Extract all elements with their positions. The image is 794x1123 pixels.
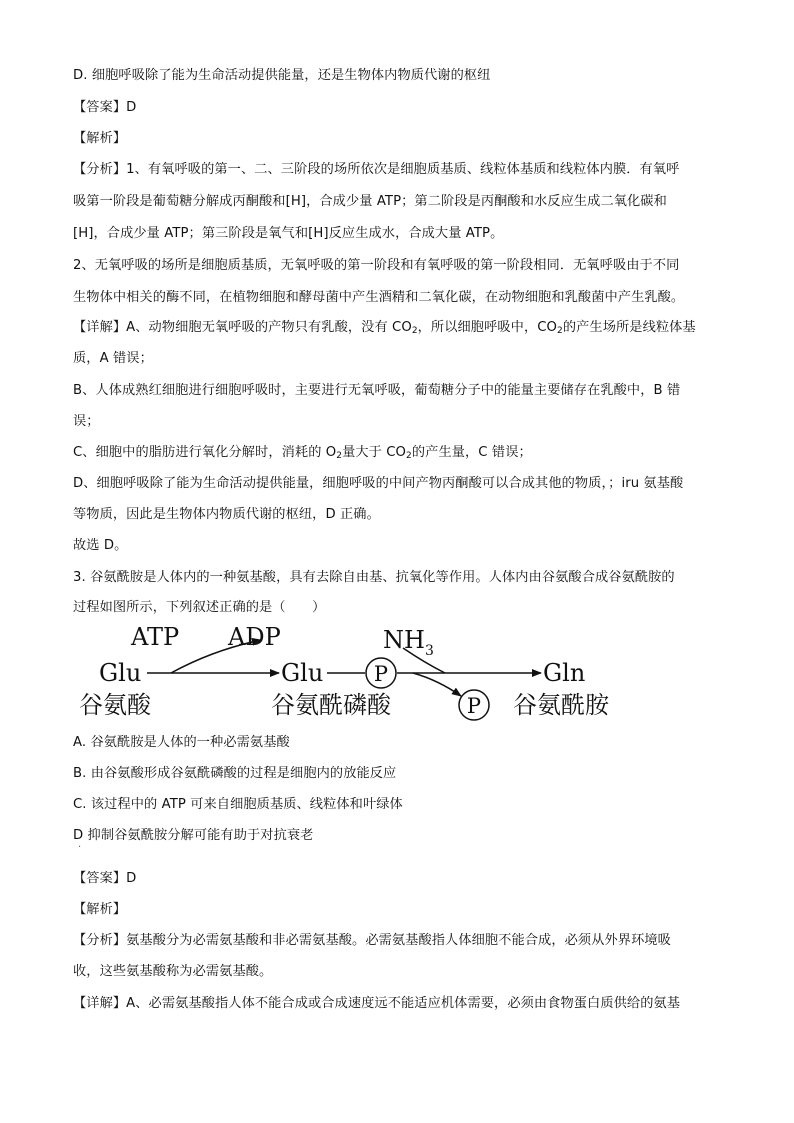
- glu-phosphate-label: Glu: [281, 659, 324, 687]
- detail-a: 【详解】A、必需氨基酸指人体不能合成或合成速度远不能适应机体需要，必须由食物蛋白质供给的氨基: [73, 996, 681, 1011]
- nh3-label: [383, 626, 434, 659]
- answer-label: 【答案】D: [73, 100, 137, 115]
- detail-c: [73, 443, 532, 463]
- subscript: 2: [406, 451, 412, 461]
- glutamine-cn-label: 谷氨酰胺: [513, 691, 609, 719]
- adp-label: ADP: [228, 623, 281, 651]
- analysis-label: 【解析】: [73, 902, 127, 917]
- analysis-label: 【解析】: [73, 131, 127, 146]
- analysis-para-1: 吸第一阶段是葡萄糖分解成丙酮酸和[H]，合成少量 ATP；第二阶段是丙酮酸和水反应生成二氧化碳和: [73, 194, 667, 209]
- detail-a-text: 【详解】A、动物细胞无氧呼吸的产物只有乳酸，没有 CO: [73, 320, 412, 335]
- subscript: 2: [557, 326, 563, 336]
- glutamate-cn-label: 谷氨酸: [79, 691, 151, 719]
- detail-c-text: C、细胞中的脂肪进行氧化分解时，消耗的 O: [73, 445, 337, 460]
- gln-label: Gln: [543, 659, 586, 687]
- detail-a: 质，A 错误；: [73, 351, 153, 366]
- detail-b: B、人体成熟红细胞进行细胞呼吸时，主要进行无氧呼吸，葡萄糖分子中的能量主要储存在乳酸中，B 错: [73, 383, 681, 398]
- atp-label: ATP: [131, 623, 180, 651]
- detail-c-text: 的产生量，C 错误；: [411, 445, 532, 460]
- glutamyl-phosphate-cn-label: 谷氨酰磷酸: [271, 691, 391, 719]
- subscript: 2: [411, 326, 418, 336]
- analysis-para-2: 2、无氧呼吸的场所是细胞质基质，无氧呼吸的第一阶段和有氧呼吸的第一阶段相同．无氧呼吸由于不同: [73, 258, 680, 273]
- phosphate-label: P: [373, 662, 389, 686]
- detail-a-text: ，所以细胞呼吸中，CO: [417, 320, 558, 335]
- option-b: B. 由谷氨酸形成谷氨酰磷酸的过程是细胞内的放能反应: [73, 766, 397, 781]
- nh3-subscript: 3: [424, 643, 434, 659]
- detail-b: 误；: [73, 414, 100, 429]
- conclusion: 故选 D。: [73, 538, 128, 553]
- analysis-para-2: 生物体中相关的酶不同，在植物细胞和酵母菌中产生酒精和二氧化碳，在动物细胞和乳酸菌中产生乳酸。: [73, 290, 685, 305]
- question-3-stem: 过程如图所示，下列叙述正确的是（ ）: [73, 600, 326, 615]
- glutamine-synthesis-diagram: [73, 618, 633, 728]
- detail-d: D、细胞呼吸除了能为生命活动提供能量，细胞呼吸的中间产物丙酮酸可以合成其他的物质，；iru 氨基酸: [73, 476, 684, 491]
- option-d-text: D. 细胞呼吸除了能为生命活动提供能量，还是生物体内物质代谢的枢纽: [73, 68, 491, 83]
- detail-c-text: 量大于 CO: [342, 445, 407, 460]
- phosphate-release-arrow: [413, 673, 461, 696]
- detail-d: 等物质，因此是生物体内物质代谢的枢纽，D 正确。: [73, 507, 380, 522]
- analysis-para-1: [H]，合成少量 ATP；第三阶段是氧气和[H]反应生成水，合成大量 ATP。: [73, 226, 504, 241]
- option-c: C. 该过程中的 ATP 可来自细胞质基质、线粒体和叶绿体: [73, 797, 403, 812]
- option-a: A. 谷氨酰胺是人体的一种必需氨基酸: [73, 735, 290, 750]
- released-phosphate-label: P: [466, 694, 482, 718]
- detail-a-text: 的产生场所是线粒体基: [562, 320, 696, 335]
- option-d: D 抑制谷氨酰胺分解可能有助于对抗衰老: [73, 828, 314, 843]
- nh3-text: NH: [383, 626, 425, 654]
- answer-label: 【答案】D: [73, 871, 137, 886]
- detail-a: [73, 318, 696, 338]
- question-3-stem: 3. 谷氨酰胺是人体内的一种氨基酸，具有去除自由基、抗氧化等作用。人体内由谷氨酸合成谷氨酰胺的: [73, 570, 675, 585]
- glu-label: Glu: [99, 659, 142, 687]
- analysis-para: 收，这些氨基酸称为必需氨基酸。: [73, 964, 273, 979]
- analysis-para: 【分析】氨基酸分为必需氨基酸和非必需氨基酸。必需氨基酸指人体细胞不能合成，必须从外界环境吸: [73, 933, 671, 948]
- subscript: 2: [336, 451, 343, 461]
- stray-dot: ·: [78, 842, 82, 853]
- analysis-para-1: 【分析】1、有氧呼吸的第一、二、三阶段的场所依次是细胞质基质、线粒体基质和线粒体内膜．有氧呼: [73, 162, 680, 177]
